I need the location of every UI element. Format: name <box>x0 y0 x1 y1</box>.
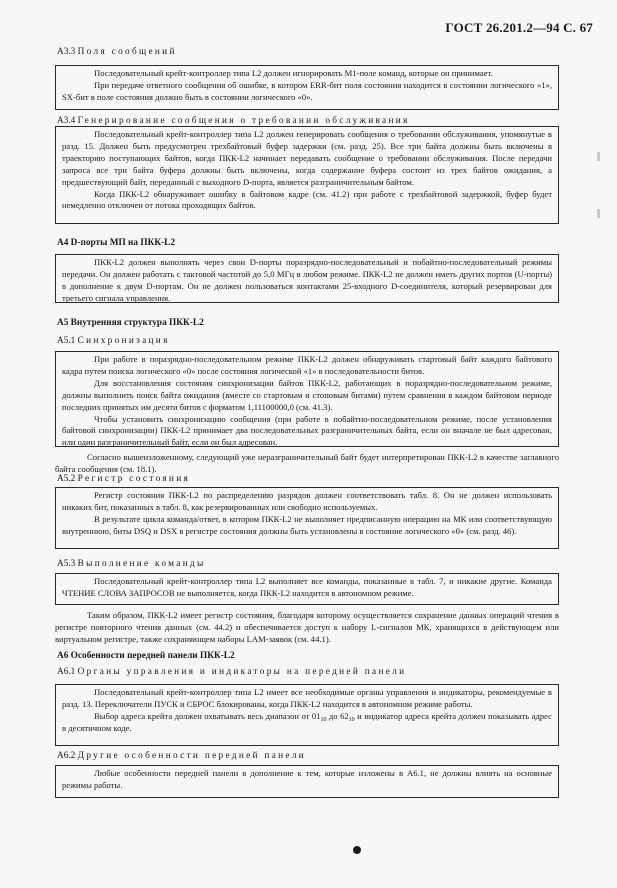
paragraph: Для восстановления состояния синхронизации байтов ПКК-L2, работающих в поразрядно-последовательном режиме, должны выполнить поиск байта ожидания (вместе со стартовым и стоповым битами) путем сравнения в каждом байтовом периоде последних принятых им десяти битов с форматом 1,11100000,0 (см. 41.3). <box>62 377 552 412</box>
box-a62 <box>55 765 559 798</box>
margin-mark <box>597 152 600 161</box>
text-a51-after <box>55 452 559 476</box>
section-number: А3.4 <box>57 116 76 126</box>
paragraph: При работе в поразрядно-последовательном режиме ПКК-L2 должен обнаруживать стартовый байт каждого байтового кадра путем поиска логического «0» после состояния логической «1» в последовательности битов. <box>62 354 552 376</box>
paragraph: Любые особенности передней панели в дополнение к тем, которые изложены в А6.1, не должны влиять на основные режимы работы. <box>62 768 552 790</box>
box-a53 <box>55 573 559 605</box>
section-number: А6.2 <box>57 751 76 761</box>
section-title: Выполнение команды <box>77 559 206 569</box>
box-a51 <box>55 351 559 447</box>
section-a5-heading: А5 Внутренняя структура ПКК-L2 <box>57 318 204 328</box>
paragraph: При передаче ответного сообщения об ошибке, в котором ERR-бит поля состояния находится в состоянии логического «1», SX-бит в поле состояния должно быть в состоянии логического «0». <box>62 79 552 102</box>
text-fragment: и индикатор адреса крейта должен показывать адрес в десятичном коде. <box>62 710 552 733</box>
section-a52-heading <box>57 474 190 484</box>
section-title: Синхронизация <box>77 336 170 346</box>
paragraph: Последовательный крейт-контроллер типа L2 выполняет все команды, показанные в табл. 7, и никакие другие. Команда ЧТЕНИЕ СЛОВА ЗАПРОСОВ не выполняется, когда ПКК-L2 находится в автономном режиме. <box>62 576 552 598</box>
paragraph: ПКК-L2 должен выполнять через свои D-порты поразрядно-последовательный и побайтно-последовательный режимы передачи. Он должен работать с тактовой частотой до 5,0 МГц в любом режиме. ПКК-L2 не должен иметь других портов (U-порты) в дополнение к двум D-портам. Он не должен пользоваться контактами 25-входного D-соединителя, который резервирован для третьего сигнала управления. <box>62 257 552 303</box>
section-title: Генерирование сообщения о требовании обслуживания <box>77 116 410 126</box>
subscript: 10 <box>320 716 327 723</box>
section-number: А3.3 <box>57 47 76 57</box>
box-a61 <box>55 684 559 746</box>
box-a4 <box>55 254 559 303</box>
subscript: 10 <box>348 716 355 723</box>
section-a34-heading <box>57 116 410 126</box>
section-title: Регистр состояния <box>77 474 191 484</box>
paragraph: Когда ПКК-L2 обнаруживает ошибку в байтовом кадре (см. 41.2) при работе с трехбайтовой задержкой, буфер будет немедленно отключен от потока проходящих байтов. <box>62 188 552 211</box>
paragraph <box>62 711 552 735</box>
text-fragment: Выбор адреса крейта должен охватывать весь диапазон от 01 <box>94 710 321 721</box>
section-a61-heading <box>57 667 406 677</box>
section-a51-heading <box>57 336 170 346</box>
section-title: Другие особенности передней панели <box>77 751 307 761</box>
page-dot <box>353 846 361 854</box>
section-number: А5.2 <box>57 474 76 484</box>
section-a53-heading <box>57 559 206 569</box>
text-fragment: до 62 <box>326 710 349 721</box>
paragraph: Последовательный крейт-контроллер типа L2 имеет все необходимые органы управления и индикаторы, рекомендуемые в разд. 13. Переключатели ПУСК и СБРОС блокированы, когда ПКК-L2 находится в автономном режиме работы. <box>62 687 552 709</box>
page-header: ГОСТ 26.201.2—94 С. 67 <box>445 20 593 35</box>
section-a33-heading <box>57 47 177 57</box>
paragraph: Согласно вышеизложенному, следующий уже неразграничительный байт будет интерпретирован ПКК-L2 в качестве заглавного байта сообщения (см. 18.1). <box>55 452 559 474</box>
paragraph: В результате цикла команда/ответ, в котором ПКК-L2 не выполняет предписанную операцию на МК или соответствующую внутреннюю, биты DSQ и DSX в регистре состояния должны быть установлены в состояние логического «0» (см. разд. 46). <box>62 513 552 536</box>
section-title: Поля сообщений <box>77 47 177 57</box>
paragraph: Регистр состояния ПКК-L2 по распределению разрядов должен соответствовать табл. 8. Он не должен использовать никаких бит, показанных в табл. 8, как резервированных или свободно используемых. <box>62 490 552 512</box>
section-number: А5.1 <box>57 336 76 346</box>
box-a33 <box>55 65 559 110</box>
section-title: Органы управления и индикаторы на передней панели <box>77 667 407 677</box>
box-a52 <box>55 487 559 549</box>
section-a4-heading: А4 D-порты МП на ПКК-L2 <box>57 238 176 248</box>
margin-mark <box>597 209 600 218</box>
section-a62-heading <box>57 751 306 761</box>
paragraph: Последовательный крейт-контроллер типа L2 должен генерировать сообщения о требовании обслуживания, упомянутые в разд. 15. Должен быть предусмотрен трехбайтовый буфер задержки (см. разд. 25). Все три байта должны быть включены в траекторию поступающих байтов, когда ПКК-L2 начинает передавать сообщение о требовании обслуживания. После передачи запроса все три байта буфера должны быть включены, когда содержание буфера состоит из трех байтов ожидания, а предшествующий байт, переданный с выходного D-порта, является разграничительным байтом. <box>62 129 552 187</box>
text-a53-after <box>55 610 559 646</box>
paragraph: Чтобы установить синхронизацию сообщения (при работе в побайтно-последовательном режиме, после установления байтовой синхронизации) ПКК-L2 принимает два последовательных разграничительных байта, если он вначале не был адресован, или один разграничительный байт, если он был адресован. <box>62 413 552 448</box>
box-a34 <box>55 126 559 224</box>
paragraph: Последовательный крейт-контроллер типа L2 должен игнорировать М1-поле команд, которые он принимает. <box>94 68 493 78</box>
section-number: А5.3 <box>57 559 76 569</box>
paragraph: Таким образом, ПКК-L2 имеет регистр состояния, благодаря которому осуществляется сохранение данных операций чтения в регистре повторного чтения данных (см. 44.2) и обеспечивается доступ к набору L-сигналов МК, хранящихся в действующем или виртуальном регистре, также сохраняющем наборы LAM-заявок (см. 44.1). <box>55 610 559 644</box>
section-number: А6.1 <box>57 667 76 677</box>
section-a6-heading: А6 Особенности передней панели ПКК-L2 <box>57 651 235 661</box>
